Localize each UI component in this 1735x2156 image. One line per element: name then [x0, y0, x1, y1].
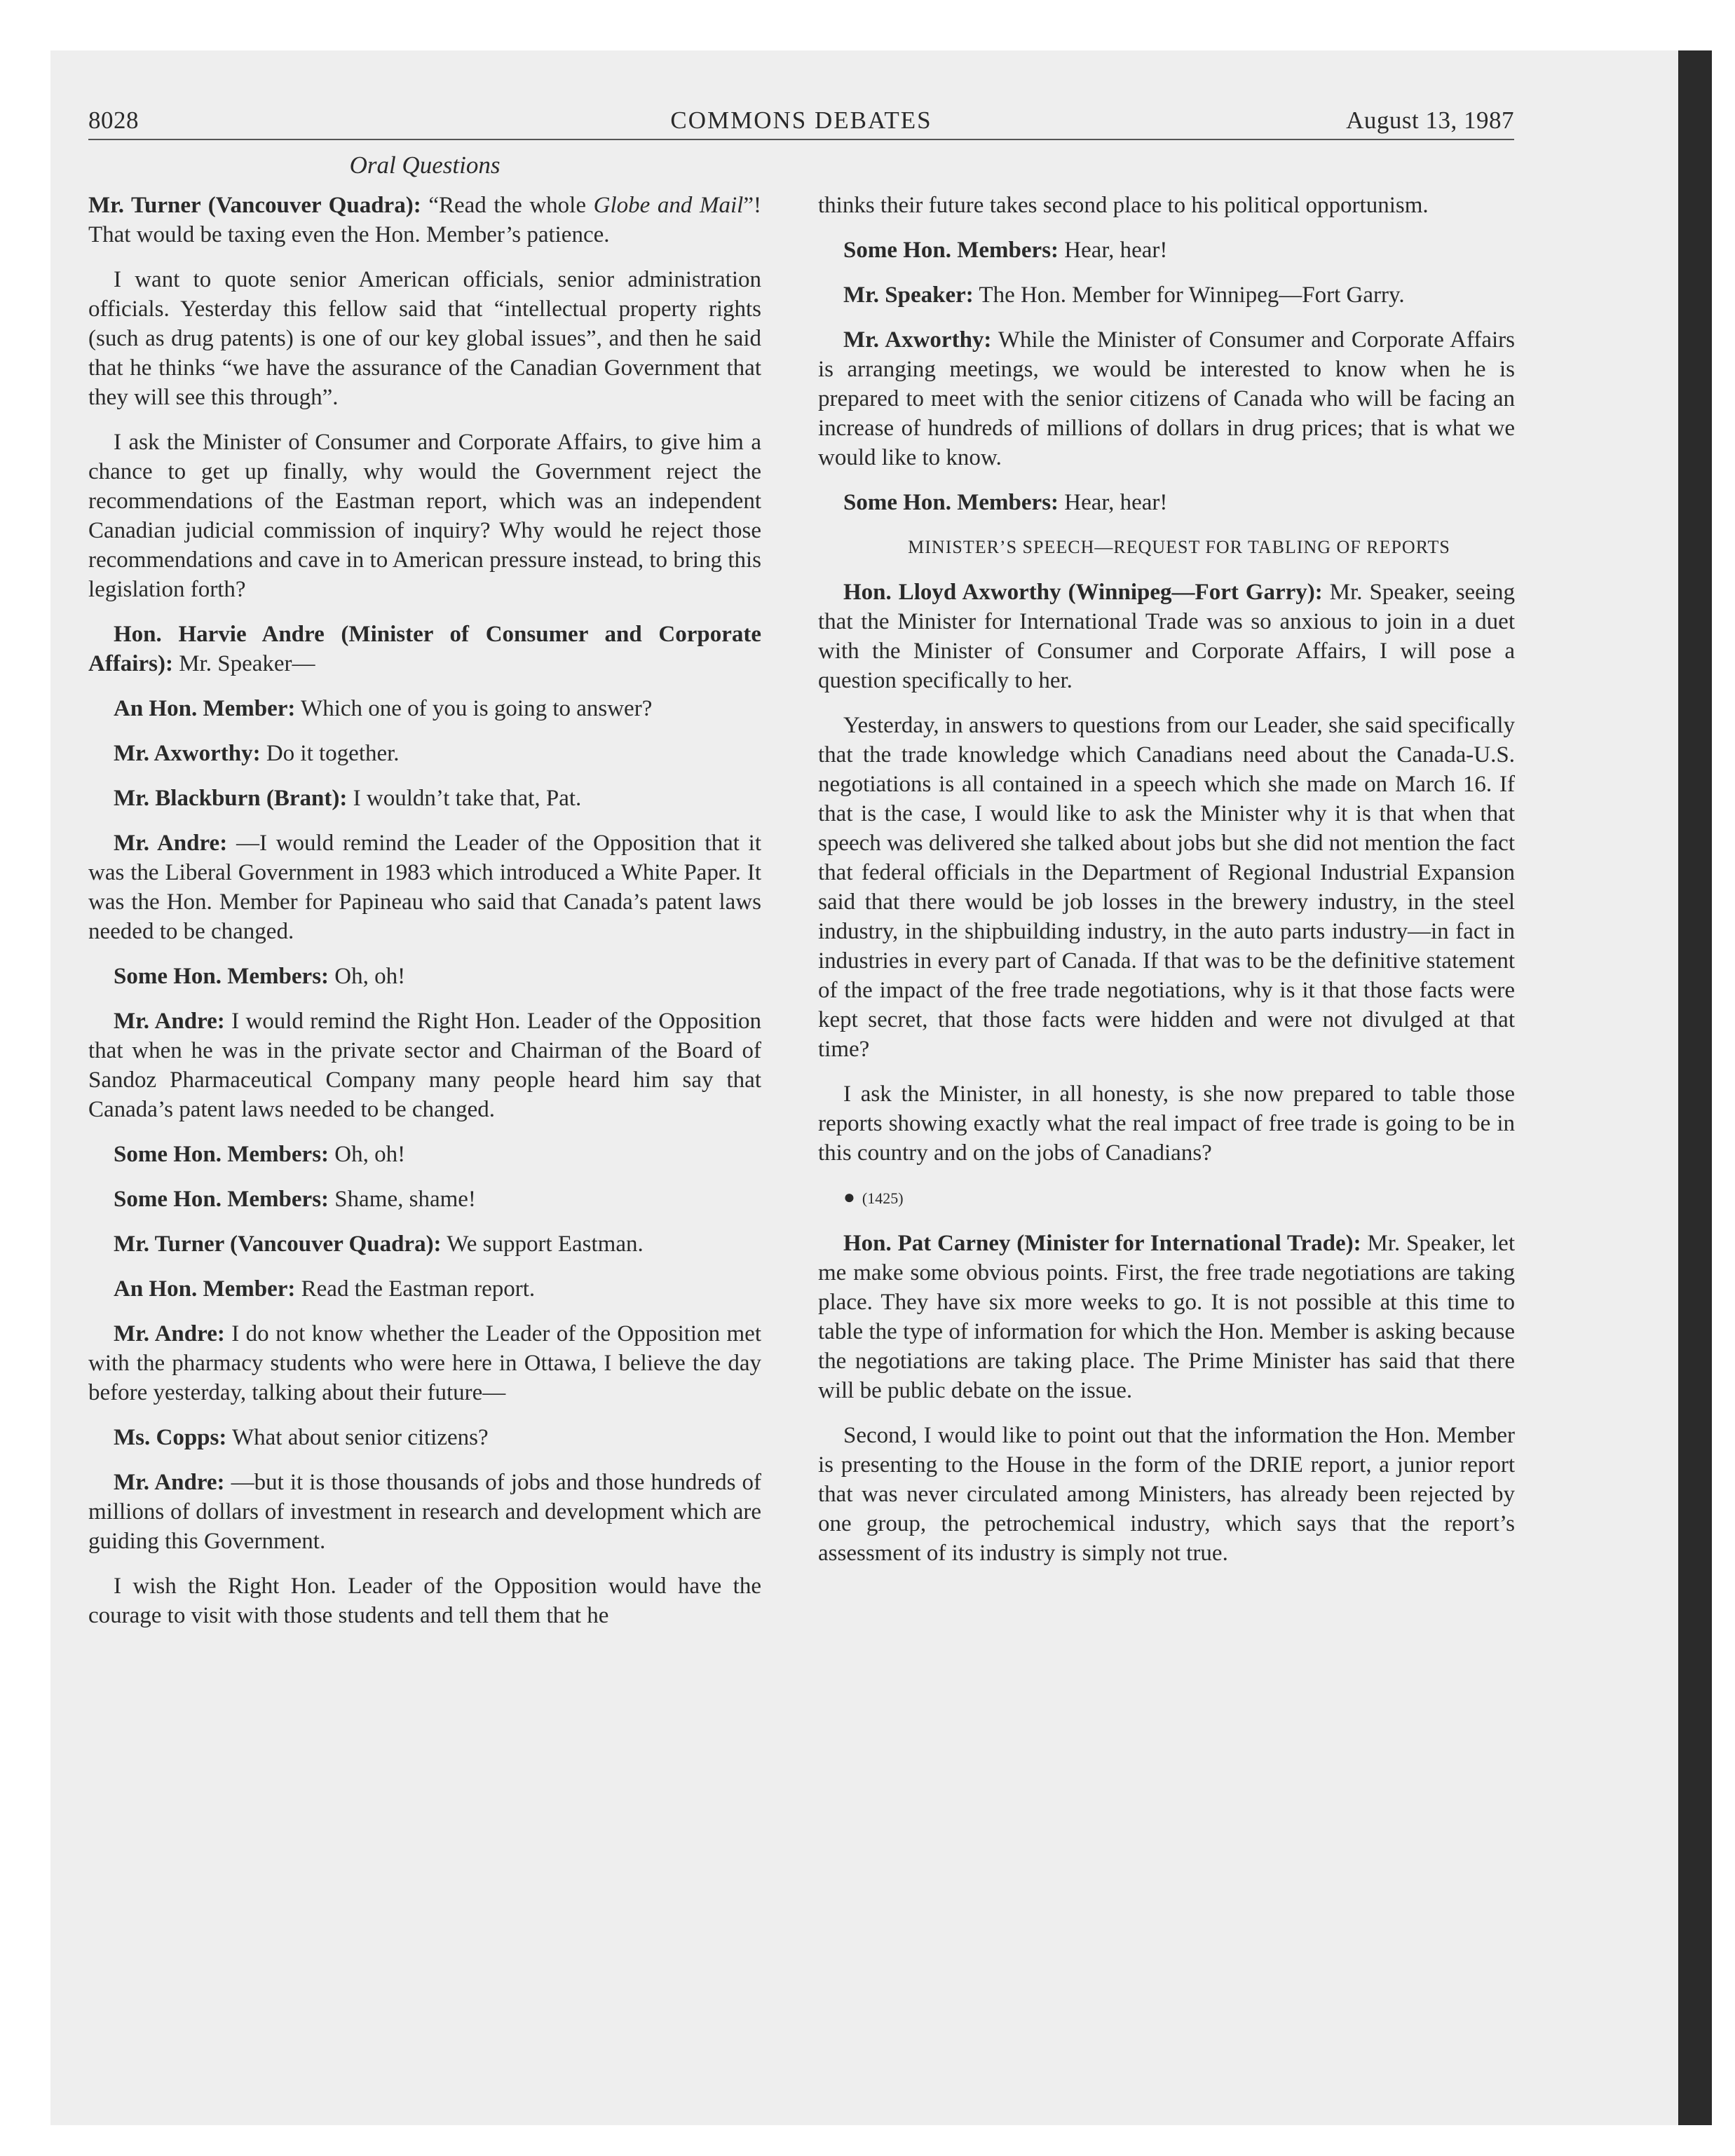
paragraph: [818, 236, 1515, 265]
paragraph: I wish the Right Hon. Leader of the Opposition would have the courage to visit with those students and tell them that he: [88, 1574, 761, 1628]
paragraph: [88, 962, 761, 991]
paragraph: [88, 1468, 761, 1556]
header-rule: [88, 139, 1514, 140]
speaker-name: Mr. Axworthy:: [114, 741, 261, 766]
paragraph: thinks their future takes second place to his political opportunism.: [818, 193, 1429, 218]
paragraph: [88, 1319, 761, 1407]
paragraph: [88, 784, 761, 813]
speaker-name: Mr. Turner (Vancouver Quadra):: [114, 1231, 442, 1257]
paragraph: [88, 1229, 761, 1259]
paragraph: [818, 1229, 1515, 1405]
subheading: MINISTER’S SPEECH—REQUEST FOR TABLING OF REPORTS: [908, 537, 1450, 557]
speaker-name: An Hon. Member:: [114, 696, 296, 721]
speaker-name: Some Hon. Members:: [843, 490, 1059, 515]
speaker-name: Mr. Andre:: [114, 831, 228, 856]
paragraph-text: Do it together.: [260, 741, 400, 766]
section-title: Oral Questions: [349, 151, 501, 179]
paragraph: [818, 325, 1515, 472]
paragraph-text: Mr. Speaker, seeing that the Minister for International Trade was so anxious to join in a duet with the Minister of Consumer and Corporate Affairs, I will pose a question specifically to her.: [818, 580, 1516, 693]
paragraph-text: Shame, shame!: [329, 1187, 476, 1212]
paragraph-text: Mr. Speaker, let me make some obvious points. First, the free trade negotiations are taking place. They have six more weeks to go. It is not possible at this time to table the type of information for which the Hon. Member is asking because the negotiations are taking place. The Prime Minister has said that there will be public debate on the issue.: [818, 1231, 1515, 1403]
paragraph: [88, 1185, 761, 1214]
paragraph-text: “Read the whole: [421, 193, 594, 218]
paragraph: I ask the Minister, in all honesty, is she now prepared to table those reports showing exactly what the real impact of free trade is going to be in this country and on the jobs of Canadians?: [818, 1082, 1515, 1166]
paragraph: [88, 739, 761, 768]
speaker-name: Hon. Pat Carney (Minister for International Trade):: [843, 1231, 1361, 1256]
speaker-name: Some Hon. Members:: [843, 238, 1059, 263]
speaker-name: Mr. Speaker:: [843, 282, 974, 308]
speaker-name: Mr. Turner (Vancouver Quadra):: [88, 193, 421, 218]
paragraph: [88, 828, 761, 946]
page-header: [88, 107, 1514, 137]
paragraph-text: Oh, oh!: [329, 964, 406, 989]
speaker-name: Mr. Andre:: [114, 1009, 225, 1034]
time-stamp: (1425): [862, 1189, 904, 1207]
paragraph: [88, 1140, 761, 1169]
paragraph-text: What about senior citizens?: [226, 1425, 489, 1450]
paragraph-text: The Hon. Member for Winnipeg—Fort Garry.: [973, 282, 1405, 308]
page-number: 8028: [88, 107, 139, 134]
speaker-name: Mr. Blackburn (Brant):: [114, 786, 348, 811]
paragraph-text: I would remind the Right Hon. Leader of the Opposition that when he was in the private sector and Chairman of the Board of Sandoz Pharmaceutical Company many people heard him say that Canada’s patent laws needed to be changed.: [88, 1009, 761, 1122]
publication-title: COMMONS DEBATES: [670, 107, 932, 134]
paragraph-text: Hear, hear!: [1059, 238, 1168, 263]
paragraph: I ask the Minister of Consumer and Corporate Affairs, to give him a chance to get up finally, why would the Government reject the recommendations of the Eastman report, which was an independent Canadian judicial commission of inquiry? Why would he reject those recommendations and cave in to American pressure instead, to bring this legislation forth?: [88, 430, 761, 602]
paragraph-text: ”! That would be taxing even the Hon. Member’s patience.: [88, 193, 761, 247]
paragraph: [88, 620, 761, 678]
speaker-name: Some Hon. Members:: [114, 1187, 329, 1212]
paragraph: [88, 191, 761, 250]
speaker-name: Hon. Harvie Andre (Minister of Consumer and Corporate Affairs):: [88, 622, 761, 676]
scan-edge-bar: [1678, 50, 1712, 2125]
paragraph-text: I wouldn’t take that, Pat.: [347, 786, 582, 811]
speaker-name: Mr. Axworthy:: [843, 327, 992, 353]
right-column: [818, 191, 1515, 1583]
paragraph: [818, 488, 1515, 517]
paragraph-text: I do not know whether the Leader of the Opposition met with the pharmacy students who were here in Ottawa, I believe the day before yesterday, talking about their future—: [88, 1321, 761, 1405]
paragraph-text: Hear, hear!: [1059, 490, 1168, 515]
paragraph-text: While the Minister of Consumer and Corporate Affairs is arranging meetings, we would be interested to know when he is prepared to meet with the senior citizens of Canada who will be facing an increase of hundreds of millions of dollars in drug prices; that is what we would like to know.: [818, 327, 1515, 470]
speaker-name: Mr. Andre:: [114, 1470, 225, 1495]
paragraph: Yesterday, in answers to questions from our Leader, she said specifically that the trade knowledge which Canadians need about the Canada-U.S. negotiations is all contained in a speech which she made on March 16. If that is the case, I would like to ask the Minister why it is that when that speech was delivered she talked about jobs but she did not mention the fact that federal officials in the Department of Regional Industrial Expansion said that there would be job losses in the brewery industry, in the steel industry, in the shipbuilding industry, in the auto parts industry—in fact in industries in every part of Canada. If that was to be the definitive statement of the impact of the free trade negotiations, why is it that those facts were kept secret, that those facts were hidden and were not divulged at that time?: [818, 713, 1515, 1062]
speaker-name: Some Hon. Members:: [114, 964, 329, 989]
paragraph: [88, 1274, 761, 1304]
speaker-name: Some Hon. Members:: [114, 1142, 329, 1167]
paragraph-text: —I would remind the Leader of the Opposition that it was the Liberal Government in 1983 which introduced a White Paper. It was the Hon. Member for Papineau who said that Canada’s patent laws needed to be changed.: [88, 831, 761, 944]
bullet-icon: ●: [843, 1187, 855, 1208]
speaker-name: Hon. Lloyd Axworthy (Winnipeg—Fort Garry):: [843, 580, 1323, 605]
speaker-name: Ms. Copps:: [114, 1425, 227, 1450]
paragraph: [88, 1423, 761, 1452]
time-marker: [818, 1183, 1515, 1213]
paragraph-text: Which one of you is going to answer?: [295, 696, 653, 721]
left-column: [88, 191, 761, 1646]
paragraph-text: Read the Eastman report.: [295, 1276, 536, 1302]
speaker-name: An Hon. Member:: [114, 1276, 296, 1302]
paragraph-text: Oh, oh!: [329, 1142, 406, 1167]
paragraph: [88, 694, 761, 723]
page-date: August 13, 1987: [1346, 107, 1514, 134]
paragraph: I want to quote senior American officials, senior administration officials. Yesterday this fellow said that “intellectual property rights (such as drug patents) is one of our key global issues”, and then he said that he thinks “we have the assurance of the Canadian Government that they will see this through”.: [88, 267, 761, 410]
paragraph: [818, 578, 1515, 695]
speaker-name: Mr. Andre:: [114, 1321, 225, 1346]
paragraph: Second, I would like to point out that the information the Hon. Member is presenting to the House in the form of the DRIE report, a junior report that was never circulated among Ministers, has already been rejected by one group, the petrochemical industry, which says that the report’s assessment of its industry is simply not true.: [818, 1423, 1515, 1566]
italic-text: Globe and Mail: [593, 193, 744, 218]
paragraph-text: Mr. Speaker—: [172, 651, 315, 676]
paragraph: [88, 1007, 761, 1124]
paragraph-text: —but it is those thousands of jobs and those hundreds of millions of dollars of investment in research and development which are guiding this Government.: [88, 1470, 761, 1554]
paragraph-text: We support Eastman.: [441, 1231, 644, 1257]
paragraph: [818, 280, 1515, 310]
